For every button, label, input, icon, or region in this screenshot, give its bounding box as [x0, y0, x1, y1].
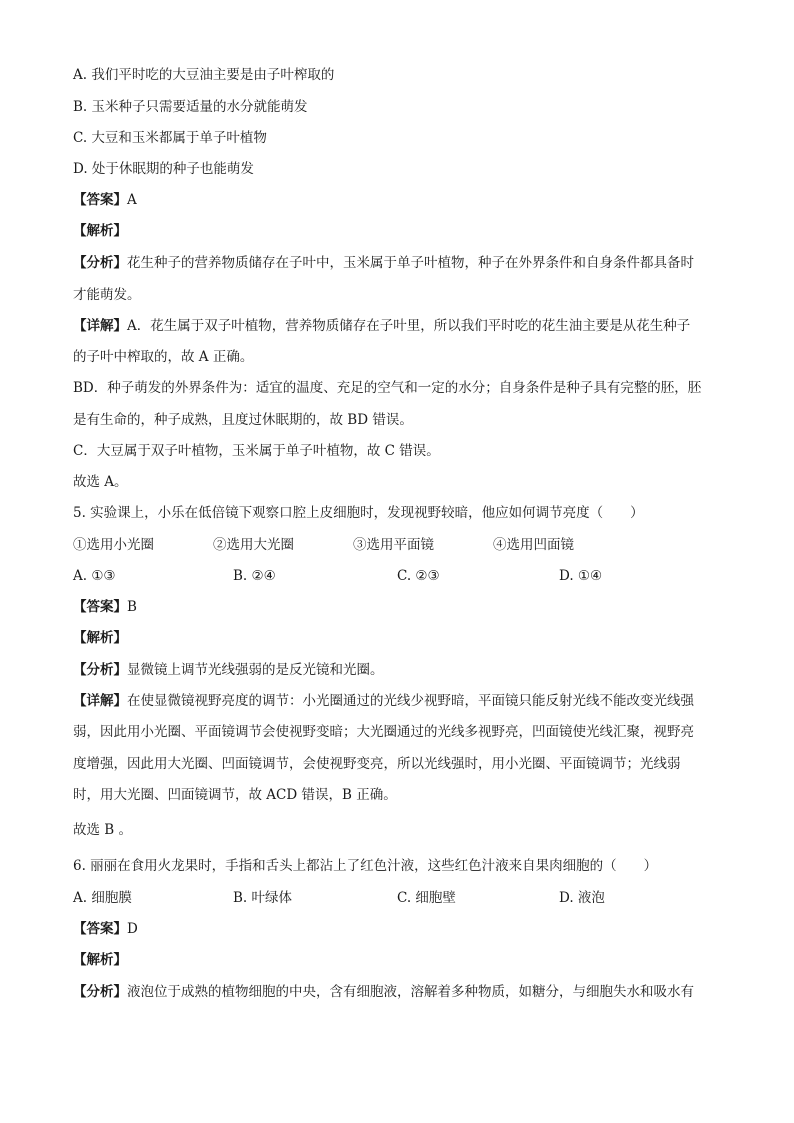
q5-stem: 5. 实验课上，小乐在低倍镜下观察口腔上皮细胞时，发现视野较暗，他应如何调节亮度（ ） [73, 505, 644, 521]
fenxi-text: 液泡位于成熟的植物细胞的中央，含有细胞液，溶解着多种物质，如糖分，与细胞失水和吸水有 [127, 984, 694, 1000]
q5-option-c: C. ②③ [397, 568, 440, 584]
fenxi-tag: 【分析】 [73, 255, 127, 271]
answer-tag: 【答案】 [73, 192, 127, 208]
q5-xiangjie-line-3: 度增强，因此用大光圈、凹面镜调节，会使视野变亮，所以光线强时，用小光圈、平面镜调节；光线弱 [73, 756, 681, 772]
q4-xiangjie-line-2: 的子叶中榨取的，故 A 正确。 [73, 349, 254, 365]
q4-option-d: D. 处于休眠期的种子也能萌发 [73, 161, 254, 177]
q4-xiangjie-line-4: 是有生命的，种子成熟，且度过休眠期的，故 BD 错误。 [73, 412, 413, 428]
q6-option-d: D. 液泡 [559, 890, 605, 906]
q4-option-a: A. 我们平时吃的大豆油主要是由子叶榨取的 [73, 67, 335, 83]
xiangjie-tag: 【详解】 [73, 693, 127, 709]
q4-xiangjie-line-5: C．大豆属于双子叶植物，玉米属于单子叶植物，故 C 错误。 [73, 443, 440, 459]
xiangjie-tag: 【详解】 [73, 318, 127, 334]
answer-value: A [127, 192, 137, 208]
q5-conclusion: 故选 B 。 [73, 822, 133, 838]
q5-item-2: ②选用大光圈 [213, 537, 294, 553]
q4-xiangjie-line-1 [73, 317, 690, 335]
fenxi-tag: 【分析】 [73, 984, 127, 1000]
q4-conclusion: 故选 A。 [73, 474, 128, 490]
fenxi-text: 花生种子的营养物质储存在子叶中，玉米属于单子叶植物，种子在外界条件和自身条件都具备时 [127, 255, 694, 271]
q5-option-d: D. ①④ [559, 568, 603, 584]
q5-fenxi [73, 661, 384, 679]
q4-option-c: C. 大豆和玉米都属于单子叶植物 [73, 130, 267, 146]
q5-answer [73, 598, 137, 616]
q4-option-b: B. 玉米种子只需要适量的水分就能萌发 [73, 99, 308, 115]
answer-value: B [127, 599, 137, 615]
q5-item-1: ①选用小光圈 [73, 537, 154, 553]
q4-fenxi-line-2: 才能萌发。 [73, 287, 141, 303]
q4-answer [73, 191, 137, 209]
q6-option-c: C. 细胞壁 [397, 890, 456, 906]
q4-xiangjie-line-3: BD．种子萌发的外界条件为：适宜的温度、充足的空气和一定的水分；自身条件是种子具有完整的胚，胚 [73, 380, 702, 396]
q5-jiexi-tag: 【解析】 [73, 630, 127, 646]
q6-option-a: A. 细胞膜 [73, 890, 132, 906]
q5-xiangjie-line-4: 时，用大光圈、凹面镜调节，故 ACD 错误，B 正确。 [73, 787, 397, 803]
q5-item-3: ③选用平面镜 [353, 537, 434, 553]
q5-option-b: B. ②④ [233, 568, 276, 584]
xiangjie-text: A．花生属于双子叶植物，营养物质储存在子叶里，所以我们平时吃的花生油主要是从花生种子 [127, 318, 691, 334]
q5-xiangjie-line-2: 弱，因此用小光圈、平面镜调节会使视野变暗；大光圈通过的光线多视野亮，凹面镜使光线汇聚，视野亮 [73, 724, 694, 740]
q6-answer [73, 920, 138, 938]
q6-options-row [73, 889, 713, 907]
q4-fenxi-line-1 [73, 254, 694, 272]
q6-fenxi [73, 983, 694, 1001]
q5-item-4: ④选用凹面镜 [493, 537, 574, 553]
q5-items-row [73, 536, 713, 554]
fenxi-tag: 【分析】 [73, 662, 127, 678]
q6-jiexi-tag: 【解析】 [73, 952, 127, 968]
q5-xiangjie-line-1 [73, 692, 694, 710]
fenxi-text: 显微镜上调节光线强弱的是反光镜和光圈。 [127, 662, 384, 678]
q4-jiexi-tag: 【解析】 [73, 223, 127, 239]
answer-tag: 【答案】 [73, 921, 127, 937]
answer-value: D [127, 921, 138, 937]
q6-option-b: B. 叶绿体 [233, 890, 293, 906]
q5-options-row [73, 567, 713, 585]
q5-option-a: A. ①③ [73, 568, 116, 584]
xiangjie-text: 在使显微镜视野亮度的调节：小光圈通过的光线少视野暗，平面镜只能反射光线不能改变光线强 [127, 693, 694, 709]
q6-stem: 6. 丽丽在食用火龙果时，手指和舌头上都沾上了红色汁液，这些红色汁液来自果肉细胞的（ ） [73, 858, 658, 874]
answer-tag: 【答案】 [73, 599, 127, 615]
